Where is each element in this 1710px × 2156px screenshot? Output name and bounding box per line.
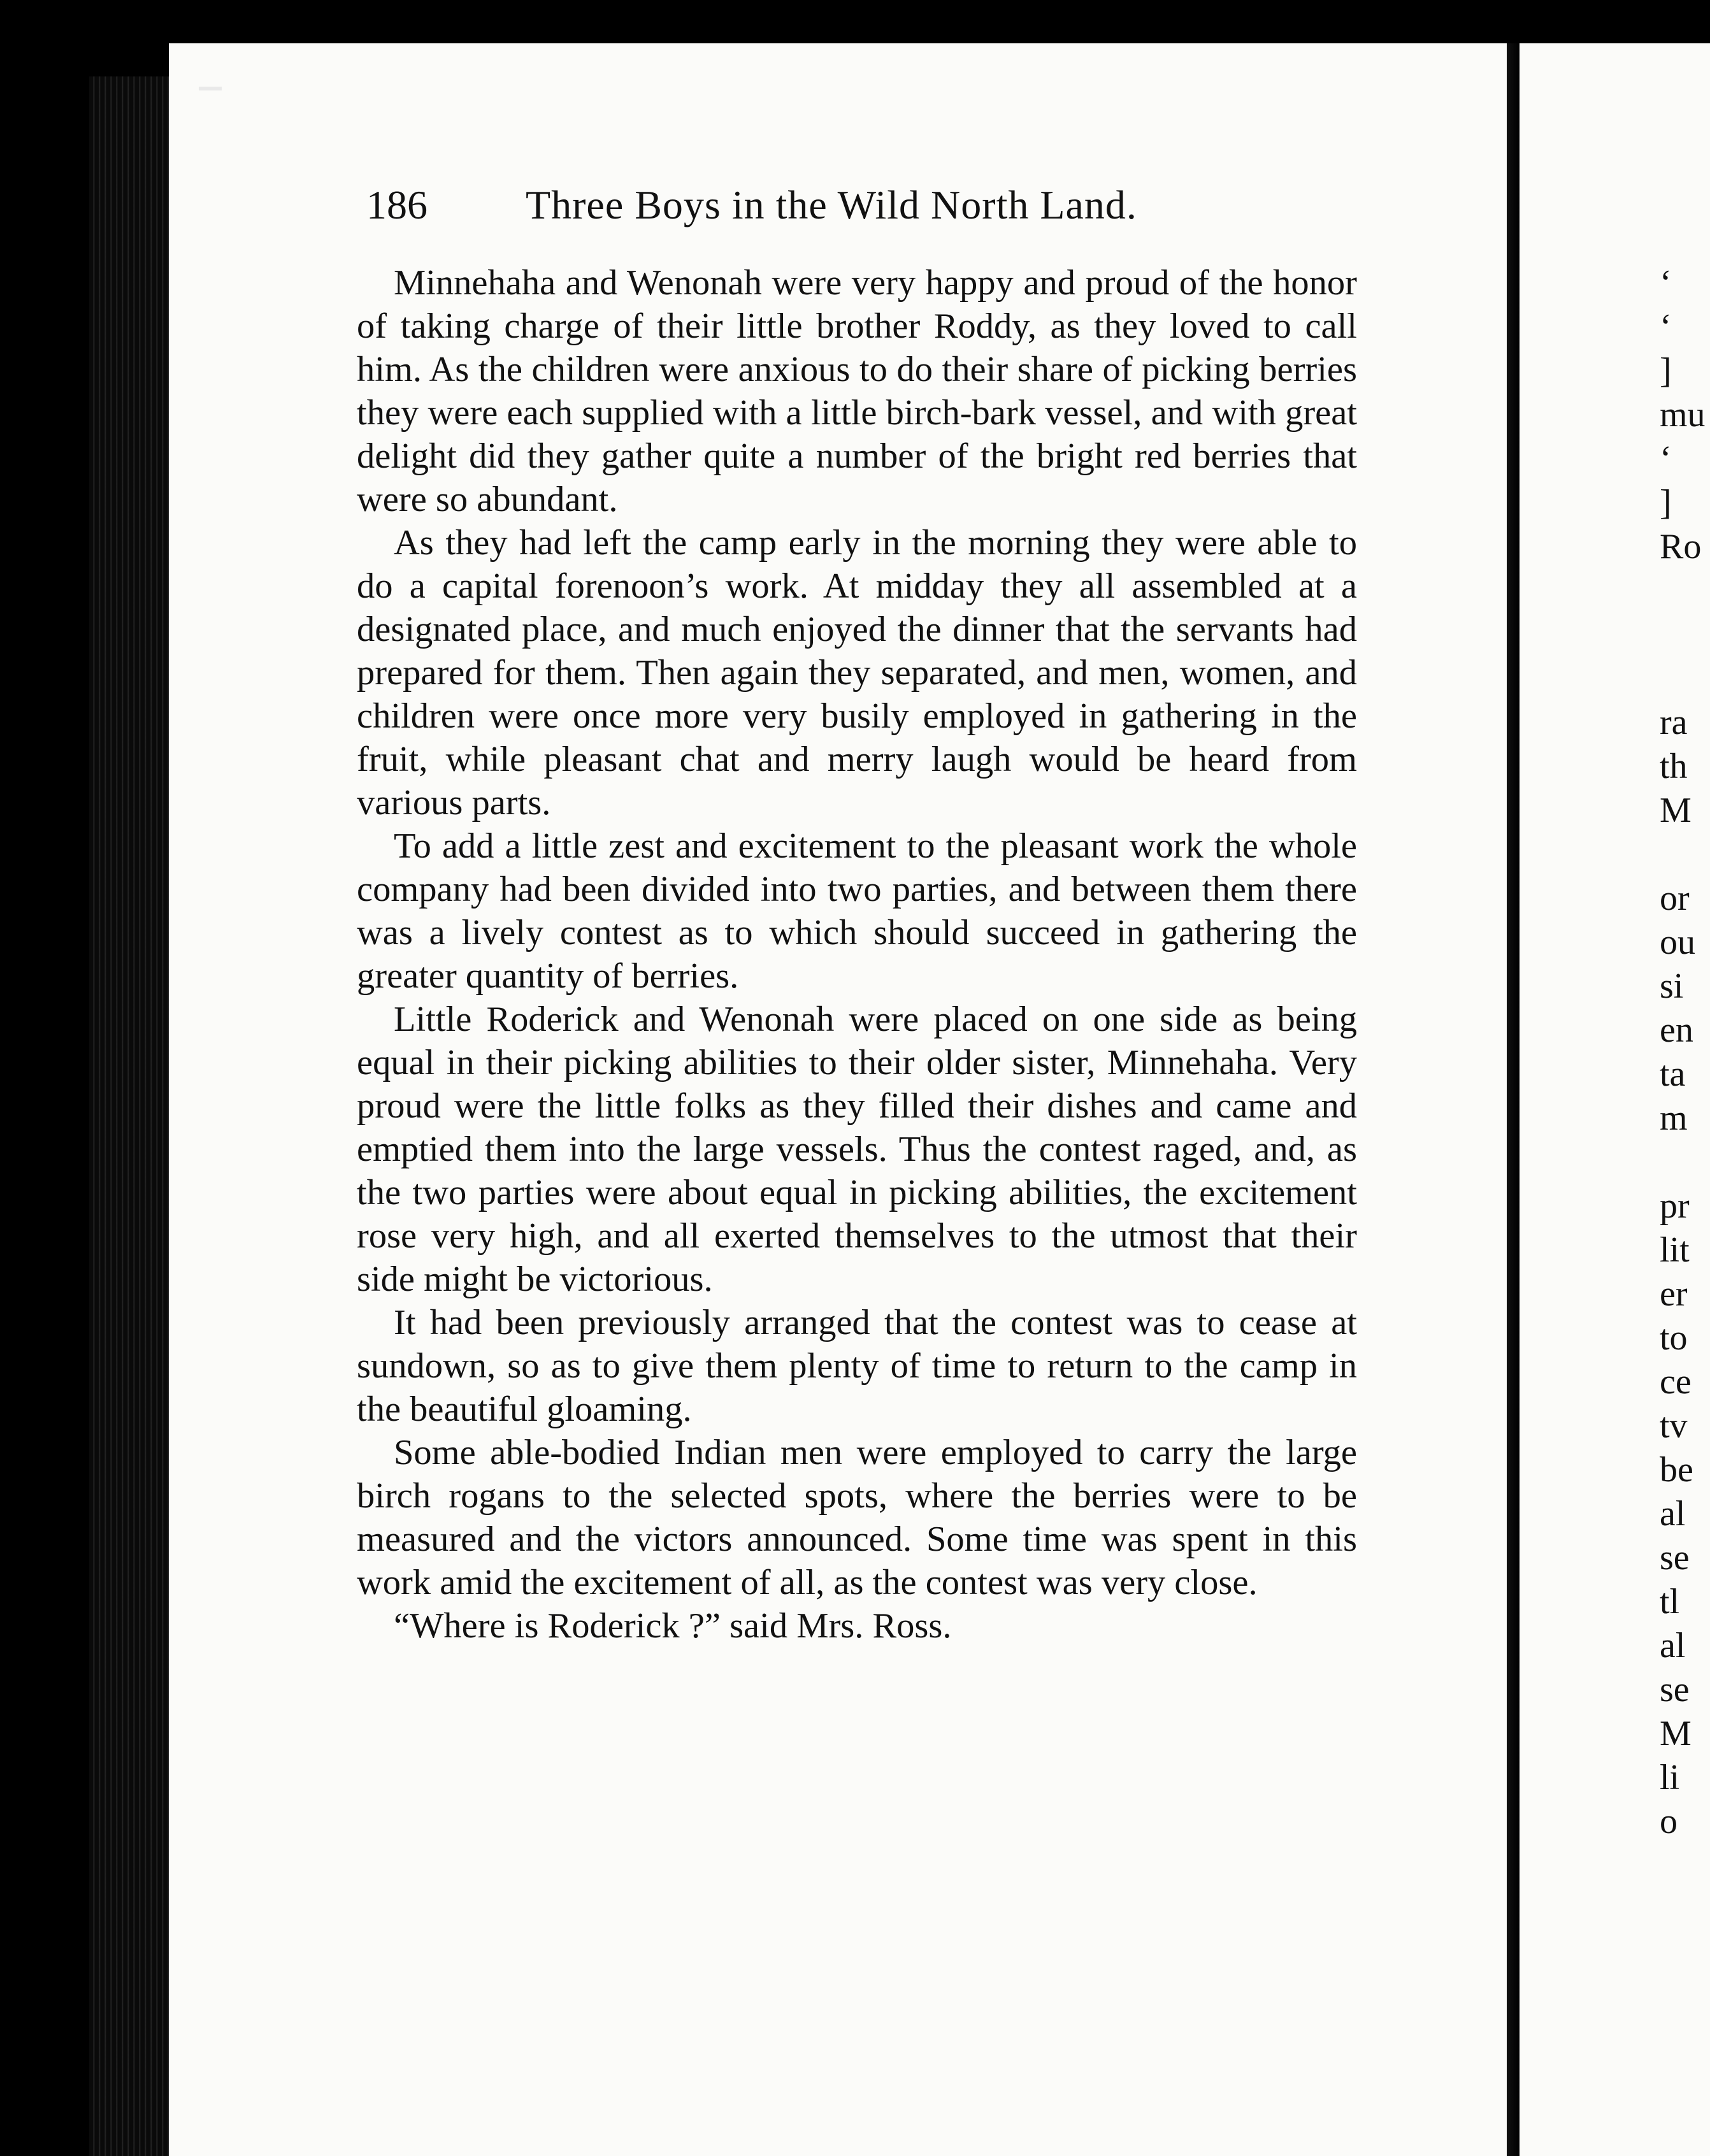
facing-page-fragment [1660, 569, 1710, 613]
facing-page-fragment: al [1660, 1494, 1686, 1534]
paragraph: As they had left the camp early in the morning they were able to do a capital forenoon’s work. At midday they all assembled at a designated place, and much enjoyed the dinner that the servants had prepared for them. Then again they separated, and men, women, and children were once more very busily employed in gathering in the fruit, while pleasant chat and merry laugh would be heard from various parts. [357, 523, 1357, 823]
facing-page-fragment [1660, 1140, 1710, 1184]
paragraph: Some able-bodied Indian men were employed to carry the large birch rogans to the selected spots, where the berries were to be measured and the victors announced. Some time was spent in this work amid the excitement of all, as the contest was very close. [357, 1433, 1357, 1602]
facing-page-fragment: ta [1660, 1054, 1686, 1094]
scan-mark [199, 87, 222, 90]
facing-page-fragment: Ro [1660, 527, 1702, 566]
facing-page-fragment: ] [1660, 483, 1672, 522]
facing-page-fragment [1660, 613, 1710, 657]
facing-page-fragment: al [1660, 1626, 1686, 1665]
facing-page-fragment: li [1660, 1758, 1680, 1797]
body-text [357, 261, 1357, 1648]
facing-page-fragment: pr [1660, 1186, 1690, 1226]
page-number: 186 [366, 182, 428, 227]
facing-page-fragment: M [1660, 791, 1692, 830]
facing-page-fragment: or [1660, 879, 1690, 918]
facing-page-fragment: M [1660, 1714, 1692, 1753]
facing-page-fragment: tv [1660, 1406, 1688, 1446]
facing-page-fragment: en [1660, 1010, 1693, 1050]
facing-page-fragment: ‘ [1660, 307, 1672, 347]
paragraph: Minnehaha and Wenonah were very happy and proud of the honor of taking charge of their little brother Roddy, as they loved to call him. As the children were anxious to do their share of picking berries they were each supplied with a little birch-bark vessel, and with great delight did they gather quite a number of the bright red berries that were so abundant. [357, 263, 1357, 519]
book-spine-edge [89, 76, 172, 2156]
facing-page-fragment [1660, 657, 1710, 701]
facing-page-fragment: ‘ [1660, 439, 1672, 478]
facing-page-fragment: si [1660, 967, 1684, 1006]
facing-page-fragment: mu [1660, 395, 1706, 435]
page-gutter [1507, 43, 1520, 2156]
facing-page-fragment: ce [1660, 1362, 1692, 1402]
facing-page-fragment: m [1660, 1098, 1688, 1138]
facing-page-fragment: se [1660, 1670, 1690, 1709]
paragraph: It had been previously arranged that the contest was to cease at sundown, so as to give them plenty of time to return to the camp in the beautiful gloaming. [357, 1303, 1357, 1429]
facing-page-fragment: se [1660, 1538, 1690, 1577]
facing-page-fragment: lit [1660, 1230, 1690, 1270]
running-head [366, 178, 1360, 232]
paragraph: Little Roderick and Wenonah were placed on one side as being equal in their picking abilities to their older sister, Minnehaha. Very proud were the little folks as they filled their dishes and came and emptied them into the large vessels. Thus the contest raged, and, as the two parties were about equal in picking abilities, the excitement rose very high, and all exerted themselves to the utmost that their side might be victorious. [357, 1000, 1357, 1299]
facing-page-fragment: ] [1660, 351, 1672, 391]
facing-page-fragment: to [1660, 1318, 1688, 1358]
paragraph: To add a little zest and excitement to the pleasant work the whole company had been divided into two parties, and between them there was a lively contest as to which should succeed in gathering the greater quantity of berries. [357, 826, 1357, 996]
facing-page-fragment: ra [1660, 703, 1688, 742]
facing-page-fragment: ou [1660, 923, 1695, 962]
facing-page-fragment: o [1660, 1802, 1678, 1841]
facing-page-text-fragments [1660, 261, 1710, 1844]
facing-page-fragment: th [1660, 747, 1688, 786]
facing-page-fragment [1660, 833, 1710, 877]
facing-page-fragment: be [1660, 1450, 1693, 1490]
facing-page-fragment: ‘ [1660, 263, 1672, 303]
facing-page-fragment: er [1660, 1274, 1688, 1314]
book-title: Three Boys in the Wild North Land. [526, 182, 1137, 227]
paragraph: “Where is Roderick ?” said Mrs. Ross. [394, 1606, 952, 1646]
facing-page-fragment: tl [1660, 1582, 1680, 1621]
